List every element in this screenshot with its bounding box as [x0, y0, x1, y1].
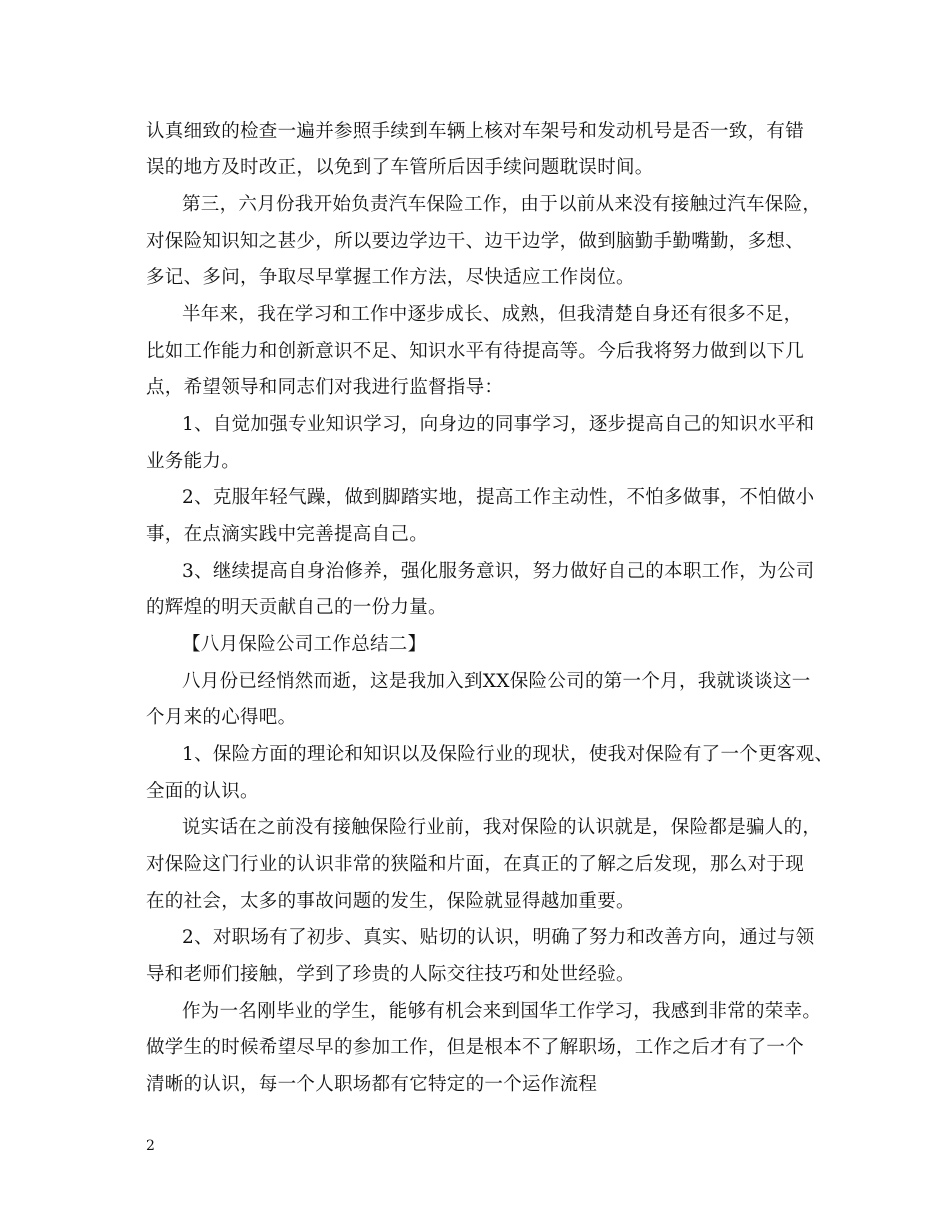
paragraph-start-line: 第三，六月份我开始负责汽车保险工作，由于以前从来没有接触过汽车保险， [182, 194, 822, 215]
list-item-line: 3、继续提高自身治修养，强化服务意识，努力做好自己的本职工作，为公司 [182, 561, 815, 582]
text-line: 对保险知识知之甚少，所以要边学边干、边干边学，做到脑勤手勤嘴勤，多想、 [146, 231, 805, 252]
text-line: 误的地方及时改正，以免到了车管所后因手续问题耽误时间。 [146, 157, 654, 178]
list-item-line: 1、自觉加强专业知识学习，向身边的同事学习，逐步提高自己的知识水平和 [182, 414, 815, 435]
paragraph-start-line: 八月份已经悄然而逝，这是我加入到XX保险公司的第一个月，我就谈谈这一 [182, 671, 811, 692]
list-item-line: 2、对职场有了初步、真实、贴切的认识，明确了努力和改善方向，通过与领 [182, 927, 815, 948]
paragraph-start-line: 说实话在之前没有接触保险行业前，我对保险的认识就是，保险都是骗人的， [182, 817, 822, 838]
text-line: 对保险这门行业的认识非常的狭隘和片面，在真正的了解之后发现，那么对于现 [146, 854, 805, 875]
text-line: 的辉煌的明天贡献自己的一份力量。 [146, 597, 447, 618]
paragraph-start-line: 半年来，我在学习和工作中逐步成长、成熟，但我清楚自身还有很多不足， [182, 304, 803, 325]
text-line: 导和老师们接触，学到了珍贵的人际交往技巧和处世经验。 [146, 964, 635, 985]
text-line: 点，希望领导和同志们对我进行监督指导： [146, 377, 504, 398]
text-line: 多记、多问，争取尽早掌握工作方法，尽快适应工作岗位。 [146, 267, 635, 288]
text-line: 全面的认识。 [146, 781, 259, 802]
list-item-line: 2、克服年轻气躁，做到脚踏实地，提高工作主动性，不怕多做事，不怕做小 [182, 487, 815, 508]
text-line: 在的社会，太多的事故问题的发生，保险就显得越加重要。 [146, 891, 635, 912]
section-heading: 【八月保险公司工作总结二】 [182, 634, 427, 655]
text-line: 事，在点滴实践中完善提高自己。 [146, 524, 429, 545]
text-line: 认真细致的检查一遍并参照手续到车辆上核对车架号和发动机号是否一致，有错 [146, 121, 805, 142]
page-number: 2 [146, 1138, 155, 1154]
list-item-line: 1、保险方面的理论和知识以及保险行业的现状，使我对保险有了一个更客观、 [182, 744, 834, 765]
text-line: 比如工作能力和创新意识不足、知识水平有待提高等。今后我将努力做到以下几 [146, 341, 805, 362]
text-line: 清晰的认识，每一个人职场都有它特定的一个运作流程 [146, 1074, 598, 1095]
text-line: 做学生的时候希望尽早的参加工作，但是根本不了解职场，工作之后才有了一个 [146, 1037, 805, 1058]
text-line: 个月来的心得吧。 [146, 707, 297, 728]
text-line: 业务能力。 [146, 451, 241, 472]
paragraph-start-line: 作为一名刚毕业的学生，能够有机会来到国华工作学习，我感到非常的荣幸。 [182, 1001, 822, 1022]
